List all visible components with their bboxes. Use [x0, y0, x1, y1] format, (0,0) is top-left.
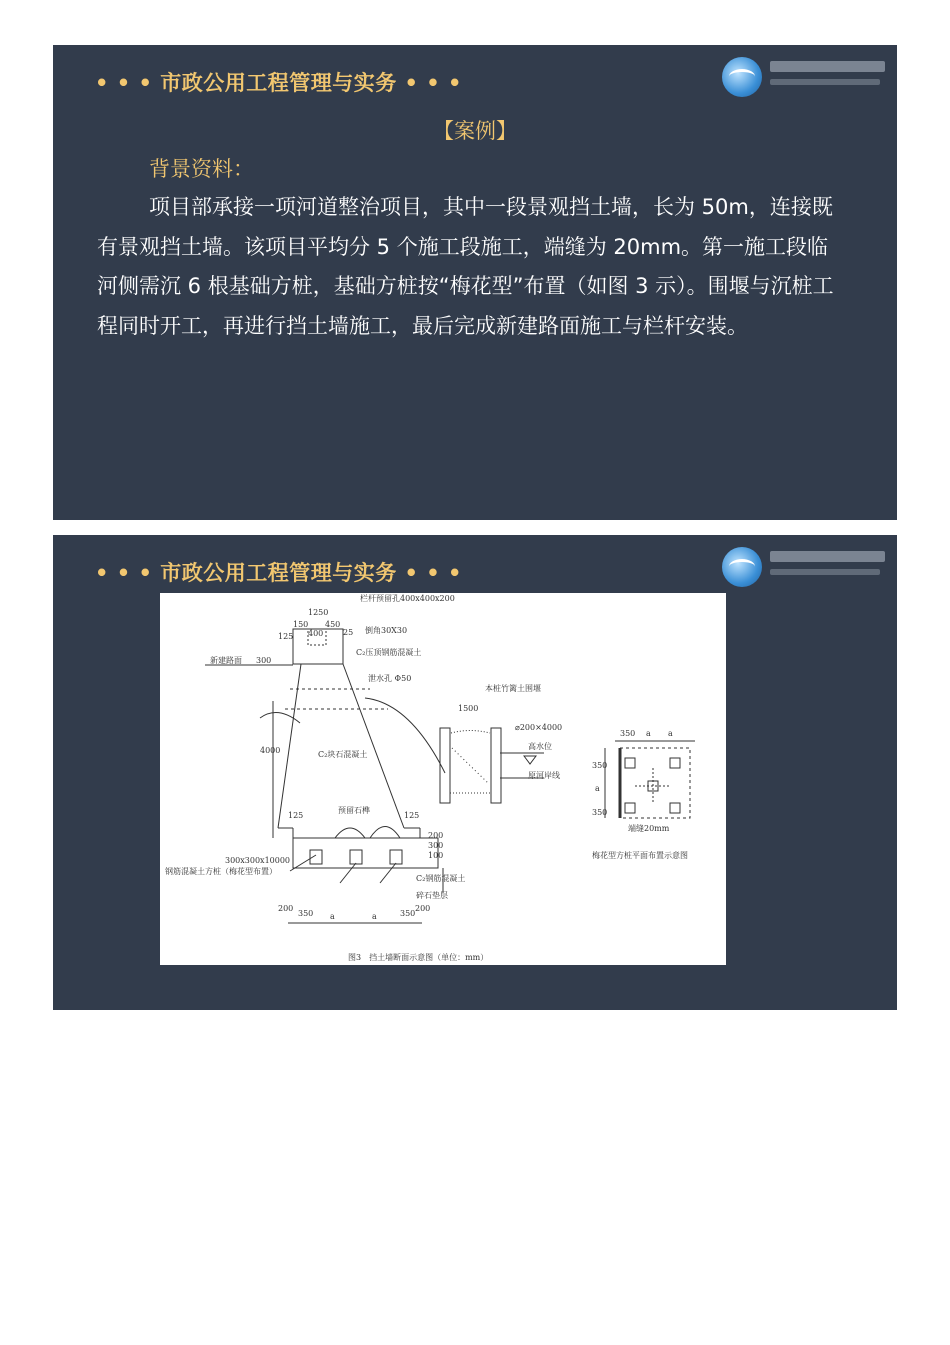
figure-caption: 图3 挡土墙断面示意图（单位：mm）	[348, 953, 489, 962]
label-plan-350: 350	[620, 729, 636, 738]
label-dim-125-right: 125	[404, 811, 420, 820]
label-plan-title: 梅花型方桩平面布置示意图	[592, 851, 688, 860]
label-dim-300-base: 300	[428, 841, 444, 850]
label-drain-hole: 泄水孔 Φ50	[368, 674, 412, 683]
label-base-concrete: C₂钢筋混凝土	[416, 874, 466, 883]
label-plan-v350: 350	[592, 761, 608, 770]
label-dim-450: 450	[325, 620, 341, 629]
label-dim-a2: a	[372, 912, 377, 921]
label-dim-1250: 1250	[308, 608, 329, 617]
label-cofferdam: 本桩竹篱土围堰	[485, 684, 541, 693]
label-dim-200-bl: 200	[278, 904, 294, 913]
label-rubble-concrete: C₂块石混凝土	[318, 750, 368, 759]
label-end-joint: 端缝20mm	[628, 824, 670, 833]
label-pile-desc: 钢筋混凝土方桩（梅花型布置）	[165, 867, 277, 876]
label-cap-concrete: C₂压顶钢筋混凝土	[356, 648, 422, 657]
label-plan-va: a	[595, 784, 600, 793]
label-pile-dia: ⌀200×4000	[515, 723, 563, 732]
slide-title: • • • 市政公用工程管理与实务 • • •	[95, 561, 462, 585]
label-plan-a1: a	[646, 729, 651, 738]
label-dim-300-top: 300	[256, 656, 272, 665]
label-river-bank: 原河岸线	[528, 771, 560, 780]
label-dim-350-br: 350	[400, 909, 416, 918]
label-dim-200-base: 200	[428, 831, 444, 840]
label-dim-150: 150	[293, 620, 309, 629]
label-plan-a2: a	[668, 729, 673, 738]
label-plan-v350b: 350	[592, 808, 608, 817]
label-dim-a1: a	[330, 912, 335, 921]
label-dim-4000: 4000	[260, 746, 281, 755]
background-label: 背景资料：	[149, 157, 254, 181]
case-paragraph: 项目部承接一项河道整治项目，其中一段景观挡土墙，长为 50m，连接既有景观挡土墙。该项目平均分 5 个施工段施工，端缝为 20mm。第一施工段临河侧需沉 6 根基础方桩，基础方桩按“梅花型”布置（如图 3 示）。围堰与沉桩工程同时开工，再进行挡土墙施工，最后完成新建路面施工与栏杆安装。	[97, 195, 834, 338]
label-chamfer: 倒角30X30	[365, 626, 408, 635]
brand-logo-icon	[722, 545, 887, 589]
slide-background-info	[53, 45, 897, 520]
label-dim-125-top-right: 25	[343, 628, 354, 637]
label-dim-200-br: 200	[415, 904, 431, 913]
slide-figure	[53, 535, 897, 1010]
label-dim-125-left: 125	[288, 811, 304, 820]
slide-title: • • • 市政公用工程管理与实务 • • •	[95, 71, 462, 95]
label-gravel: 碎石垫层	[416, 891, 448, 900]
case-heading: 【案例】	[433, 119, 517, 143]
label-dim-100: 100	[428, 851, 444, 860]
label-dim-400: 400	[308, 629, 324, 638]
label-pile-spec: 300x300x10000	[225, 856, 291, 865]
label-new-road: 新建路面	[210, 656, 242, 665]
label-dim-1500: 1500	[458, 704, 479, 713]
label-reserved-stone: 预留石榫	[338, 806, 370, 815]
label-dim-125-top-left: 125	[278, 632, 294, 641]
label-rail-hole: 栏杆预留孔400x400x200	[360, 594, 455, 603]
label-dim-350-bl: 350	[298, 909, 314, 918]
brand-logo-icon	[722, 55, 887, 99]
label-high-water: 高水位	[528, 742, 552, 751]
retaining-wall-diagram	[160, 593, 726, 965]
retaining-wall-figure	[160, 593, 726, 965]
